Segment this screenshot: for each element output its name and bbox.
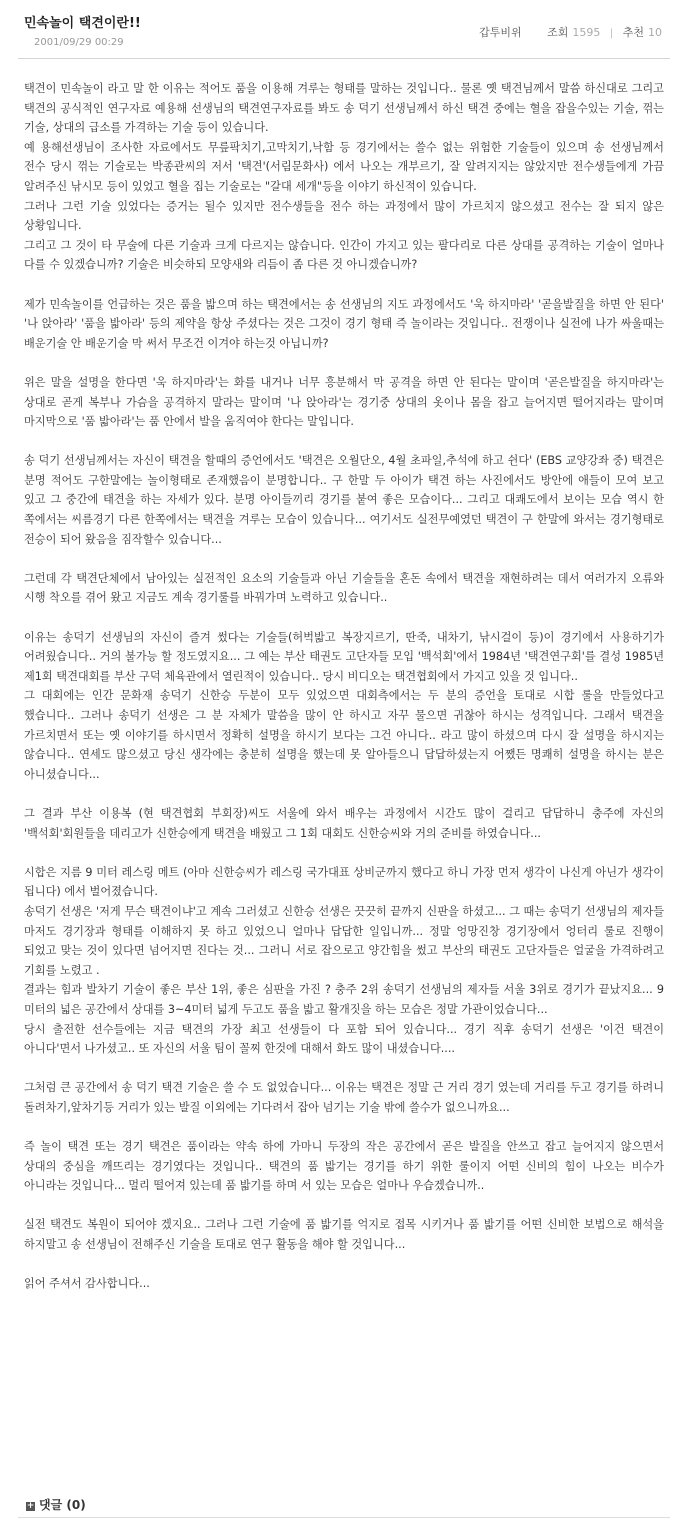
body-paragraph: 당시 출전한 선수들에는 지금 택견의 가장 최고 선생들이 다 포함 되어 있습니다... 경기 직후 송덕기 선생은 '이건 택견이 아니다'면서 나가셨고.. 또 자신의 서울 팀이 꼴찌 한것에 대해서 화도 많이 내셨습니다.... (24, 1022, 664, 1056)
comments-label: 댓글 (39, 1498, 63, 1512)
body-paragraph: 실전 택견도 복원이 되어야 겠지요.. 그러나 그런 기술에 품 밟기를 억지로 접목 시키거나 품 밟기를 어떤 신비한 보법으로 해석을 하지말고 송 선생님이 전해주신 기술을 토대로 연구 활동을 해야 할 것입니다... (24, 1218, 664, 1252)
body-paragraph: 그리고 그 것이 타 무술에 다른 기술과 크게 다르지는 않습니다. 인간이 가지고 있는 팔다리로 다른 상대를 공격하는 기술이 얼마나 다를 수 있겠습니까? 기술은 비슷하되 모양새와 리듬이 좀 다른 것 아니겠습니까? (24, 238, 664, 272)
body-paragraph: 택견이 민속놀이 라고 말 한 이유는 적어도 품을 이용해 겨루는 형태를 말하는 것입니다.. 물론 옛 택견님께서 말씀 하신대로 그리고 택견의 공식적인 연구자료 예용해 선생님의 택견연구자료를 봐도 송 덕기 선생님께서 하신 택견 중에는 혈을 잡을수있는 기술, 꺾는 기술, 상대의 급소를 가격하는 기술 등이 있습니다. (24, 82, 664, 135)
plus-icon: + (26, 1501, 35, 1511)
post-meta (479, 24, 662, 40)
post-title: 민속놀이 택견이란!! (24, 16, 141, 31)
body-paragraph: 그러나 그런 기술 있었다는 증거는 될수 있지만 전수생들을 전수 하는 과정에서 많이 가르치지 않으셨고 전수는 잘 되지 않은 상황입니다. (24, 199, 664, 233)
body-paragraph: 시합은 지름 9 미터 레스링 메트 (아마 신한승씨가 레스링 국가대표 상비군까지 했다고 하니 가장 먼저 생각이 나신게 아닌가 생각이 됩니다) 에서 벌어졌습니다. (24, 865, 664, 899)
body-paragraph: 그런데 각 택견단체에서 남아있는 실전적인 요소의 기술들과 아닌 기술들을 혼돈 속에서 택견을 재현하려는 데서 여러가지 오류와 시행 착오를 겪어 왔고 지금도 계속 경기룰를 바꿔가며 노력하고 있습니다.. (24, 571, 664, 605)
body-paragraph: 그 대회에는 인간 문화재 송덕기 신한승 두분이 모두 있었으면 대회측에서는 두 분의 증언을 토대로 시합 룰을 만들었다고 했습니다.. 그러나 송덕기 선생은 그 분 자체가 말씀을 많이 안 하시고 자꾸 물으면 귀찮아 하시는 성격입니다. 그래서 택견을 가르치면서 또는 옛 이야기를 하시면서 정확히 설명을 하시기 보다는 그건 아니다.. 라고 많이 하셨으며 다시 잘 설명을 하시지는 않습니다.. 연세도 많으셨고 당신 생각에는 충분히 설명을 했는데 못 알아들으니 답답하셨는지 어쨌든 명쾌히 설명을 하시는 분은 아니셨습니다... (24, 689, 664, 781)
body-paragraph: 읽어 주셔서 감사합니다... (24, 1277, 150, 1291)
body-paragraph: 예 용해선생님이 조사한 자료에서도 무릎팍치기,고막치기,낙함 등 경기에서는 쓸수 없는 위험한 기술들이 있으며 송 선생님께서 전수 당시 꺾는 기술로는 박종관씨의 저서 '택견'(서림문화사) 에서 나오는 개부르기, 잘 알려지지는 않았지만 전수생들에게 가끔 알려주신 낚시모 등이 있었고 혈을 집는 기술로는 "갈대 세개"등을 이야기 하신적이 있습니다. (24, 140, 664, 193)
recommend-count: 10 (648, 26, 662, 39)
post-author[interactable]: 갑투비위 (479, 26, 522, 39)
comments-toggle[interactable] (26, 1496, 86, 1513)
post-date: 2001/09/29 00:29 (34, 37, 124, 48)
views-count: 1595 (572, 26, 601, 39)
body-paragraph: 그 결과 부산 이용복 (현 택견협회 부회장)씨도 서울에 와서 배우는 과정에서 시간도 많이 걸리고 답답하니 충주에 자신의 '백석회'회원들을 데리고가 신한승에게 택견을 배웠고 그 1회 대회도 신한승씨와 거의 준비를 하였습니다... (24, 806, 664, 840)
body-paragraph: 송 덕기 선생님께서는 자신이 택견을 할때의 증언에서도 '택견은 오월단오, 4월 초파일,추석에 하고 쉰다' (EBS 교양강좌 중) 택견은 분명 적어도 구한말에는 놀이형태로 존재했음이 분명합니다.. 구 한말 두 아이가 택견 하는 사진에서도 방안에 애들이 모여 보고 있고 그 중간에 태견을 하는 자세가 있다. 분명 아이들끼리 경기를 붙여 좋은 모습이다... 그리고 대쾌도에서 보이는 모습 역시 한 쪽에서는 씨름경기 다른 한쪽에서는 택견을 겨루는 모습이 있습니다... 여기서도 실전무예였던 택견이 구 한말에 와서는 경기형태로 전승이 되어 왔음을 짐작할수 있습니다... (24, 454, 664, 546)
views-label: 조회 (547, 26, 569, 39)
post-body (24, 79, 664, 1294)
body-paragraph: 송덕기 선생은 '저게 무슨 택견이냐'고 계속 그러셨고 신한승 선생은 끗끗히 끝까지 신판을 하셨고... 그 때는 송덕기 선생님의 제자들 마저도 경기장과 형태를 이해하지 못 하고 있었으니 얼마나 답답한 일입니까... 정말 엉망진창 경기장에서 엉터리 룰로 진행이 되었고 맞는 것이 있다면 넘어지면 진다는 것... 그러니 서로 잡으로고 양간힘을 썼고 부산의 태권도 고단자들은 얼굴을 가격하려고 기회를 노렸고 . (24, 904, 664, 977)
body-paragraph: 위은 말을 설명을 한다면 '욱 하지마라'는 화를 내거나 너무 흥분해서 막 공격을 하면 안 된다는 말이며 '곧은발질을 하지마라'는 상대로 곧게 복부나 가슴을 공격하지 말라는 말이며 '나 앉아라'는 경기중 상대의 옷이나 몸을 잡고 늘어지면 떨어지라는 말이며 마지막으로 '품 밟아라'는 품 안에서 발을 움직여야 한다는 말입니다. (24, 375, 664, 429)
body-paragraph: 그처럼 큰 공간에서 송 덕기 택견 기술은 쓸 수 도 없었습니다... 이유는 택견은 정말 근 거리 경기 였는데 거리를 두고 경기를 하려니 돌려차기,앞차기등 거리가 있는 발질 이외에는 기다려서 잡아 넘기는 기술 밖에 쓸수가 없으니까요... (24, 1081, 664, 1114)
meta-separator: | (609, 28, 614, 39)
body-paragraph: 제가 민속놀이를 언급하는 것은 품을 밟으며 하는 택견에서는 송 선생님의 지도 과정에서도 '욱 하지마라' '곧을발질을 하면 안 된다' '나 앉아라' '품을 밟아라' 등의 제약을 항상 주셨다는 것은 그것이 경기 형태 즉 놀이라는 것입니다.. 전쟁이나 실전에 나가 싸울때는 배운기술 안 배운기술 막 써서 무조건 이겨야 하는것 아닙니까? (24, 297, 664, 350)
header-divider (18, 58, 670, 59)
footer-divider (18, 1517, 670, 1518)
body-paragraph: 결과는 힘과 발차기 기술이 좋은 부산 1위, 좋은 심판을 가진 ? 충주 2위 송덕기 선생님의 제자들 서울 3위로 경기가 끝났지요... 9 미터의 넓은 공간에서 상대를 3~4미터 넓게 두고도 품을 밟고 활개짓을 하는 모습은 정말 가관이었습니다... (24, 983, 664, 1016)
body-paragraph: 이유는 송덕기 선생님의 자신이 즐겨 썼다는 기술들(허벅밟고 복장지르기, 딴죽, 내차기, 낚시걸이 등)이 경기에서 사용하기가 어려웠습니다.. 거의 불가능 할 정도였지요... 그 예는 부산 태권도 고단자들 모입 '백석회'에서 1984년 '택견연구회'를 결성 1985년 제1회 택견대회를 부산 구덕 체육관에서 열린적이 있습니다.. 당시 비디오는 택견협회에서 가지고 있을 것 입니다.. (24, 630, 664, 683)
recommend-label: 추천 (622, 26, 644, 39)
post-header (0, 0, 688, 60)
comments-count: (0) (66, 1498, 86, 1512)
body-paragraph: 즉 놀이 택견 또는 경기 택견은 품이라는 약속 하에 가마니 두장의 작은 공간에서 곧은 발질을 안쓰고 잡고 늘어지지 않으면서 상대의 중심을 깨뜨리는 경기였다는 것입니다.. 택견의 품 밟기는 경기를 하기 위한 룰이지 어떤 신비의 힘이 나오는 비수가 아니라는 것입니다... 멀리 떨어져 있는데 품 밟기를 하며 서 있는 모습은 얼마나 우습겠습니까.. (24, 1140, 664, 1193)
